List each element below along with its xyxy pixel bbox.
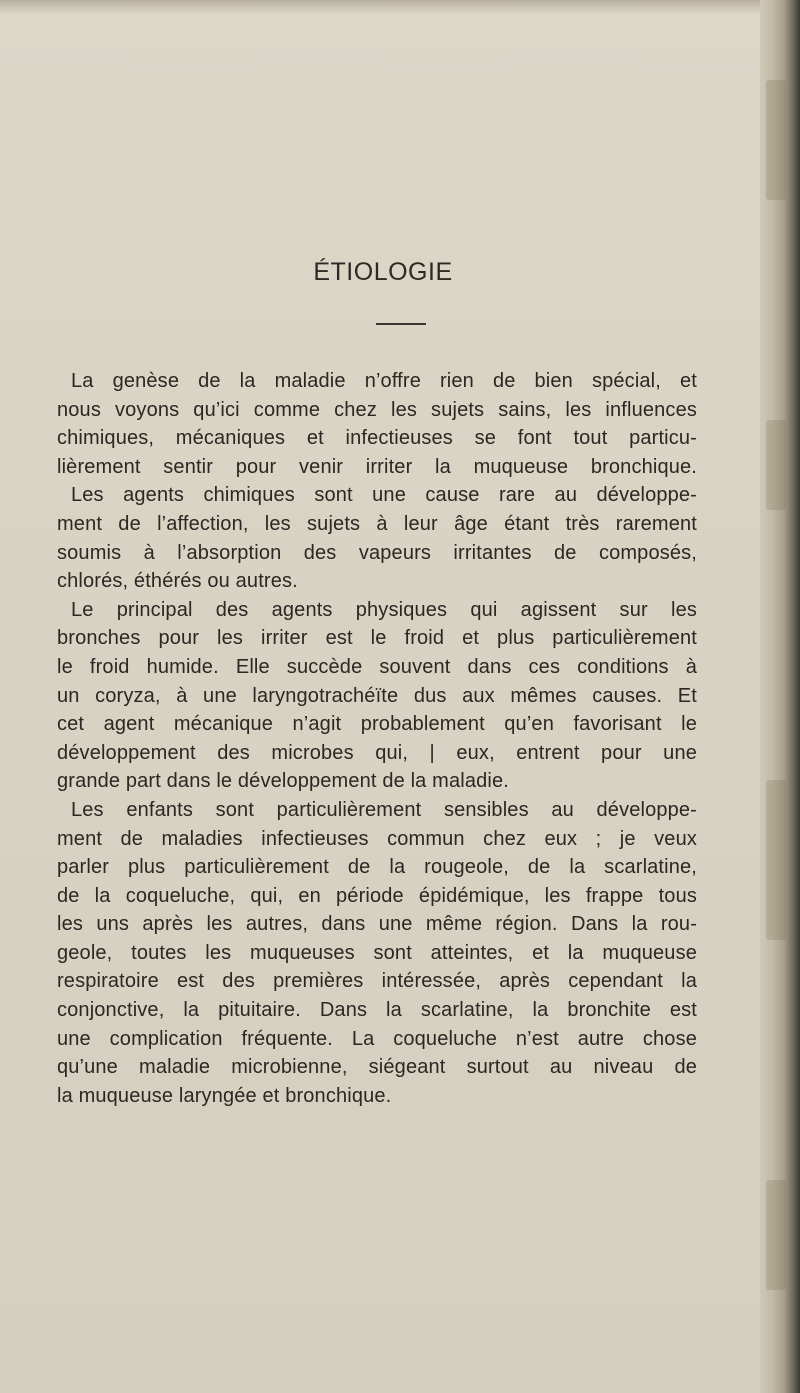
text-line: respiratoire est des premières intéressée, après cependant la	[57, 970, 697, 993]
text-line: bronches pour les irriter est le froid et plus particulièrement	[57, 627, 697, 650]
text-line: conjonctive, la pituitaire. Dans la scarlatine, la bronchite est	[57, 999, 697, 1022]
edge-stain	[766, 1180, 786, 1290]
text-line: soumis à l’absorption des vapeurs irritantes de composés,	[57, 541, 697, 564]
text-line: la muqueuse laryngée et bronchique.	[57, 1084, 392, 1107]
text-line: La genèse de la maladie n’offre rien de bien spécial, et	[71, 370, 697, 392]
text-line: développement des microbes qui, | eux, entrent pour une	[57, 741, 697, 764]
book-spine-edge	[760, 0, 800, 1393]
text-line: nous voyons qu’ici comme chez les sujets sains, les influences	[57, 398, 697, 421]
text-line: le froid humide. Elle succède souvent dans ces conditions à	[57, 655, 697, 678]
text-line: chimiques, mécaniques et infectieuses se font tout particu-	[57, 427, 697, 450]
text-line: parler plus particulièrement de la rougeole, de la scarlatine,	[57, 856, 697, 879]
chapter-heading: ÉTIOLOGIE	[313, 258, 453, 286]
text-line: grande part dans le développement de la maladie.	[57, 770, 509, 793]
text-line: un coryza, à une laryngotrachéïte dus aux mêmes causes. Et	[57, 684, 697, 707]
body-text	[57, 367, 697, 1110]
text-line: geole, toutes les muqueuses sont atteintes, et la muqueuse	[57, 941, 697, 964]
text-line: Les enfants sont particulièrement sensibles au développe-	[71, 798, 697, 821]
edge-stain	[766, 780, 786, 940]
text-line: de la coqueluche, qui, en période épidémique, les frappe tous	[57, 884, 697, 907]
text-line: une complication fréquente. La coqueluche n’est autre chose	[57, 1027, 697, 1050]
text-line: cet agent mécanique n’agit probablement qu’en favorisant le	[57, 713, 697, 736]
text-line: les uns après les autres, dans une même région. Dans la rou-	[57, 913, 697, 936]
text-line: chlorés, éthérés ou autres.	[57, 570, 298, 593]
text-line: ment de l’affection, les sujets à leur âge étant très rarement	[57, 512, 697, 535]
text-line: qu’une maladie microbienne, siégeant surtout au niveau de	[57, 1056, 697, 1079]
heading-rule	[376, 323, 426, 325]
text-line: ment de maladies infectieuses commun chez eux ; je veux	[57, 827, 697, 850]
text-line: Les agents chimiques sont une cause rare au développe-	[71, 484, 697, 507]
edge-stain	[766, 80, 786, 200]
edge-stain	[766, 420, 786, 510]
text-line: lièrement sentir pour venir irriter la muqueuse bronchique.	[57, 455, 697, 478]
text-line: Le principal des agents physiques qui agissent sur les	[71, 598, 697, 621]
page-top-edge	[0, 0, 760, 14]
